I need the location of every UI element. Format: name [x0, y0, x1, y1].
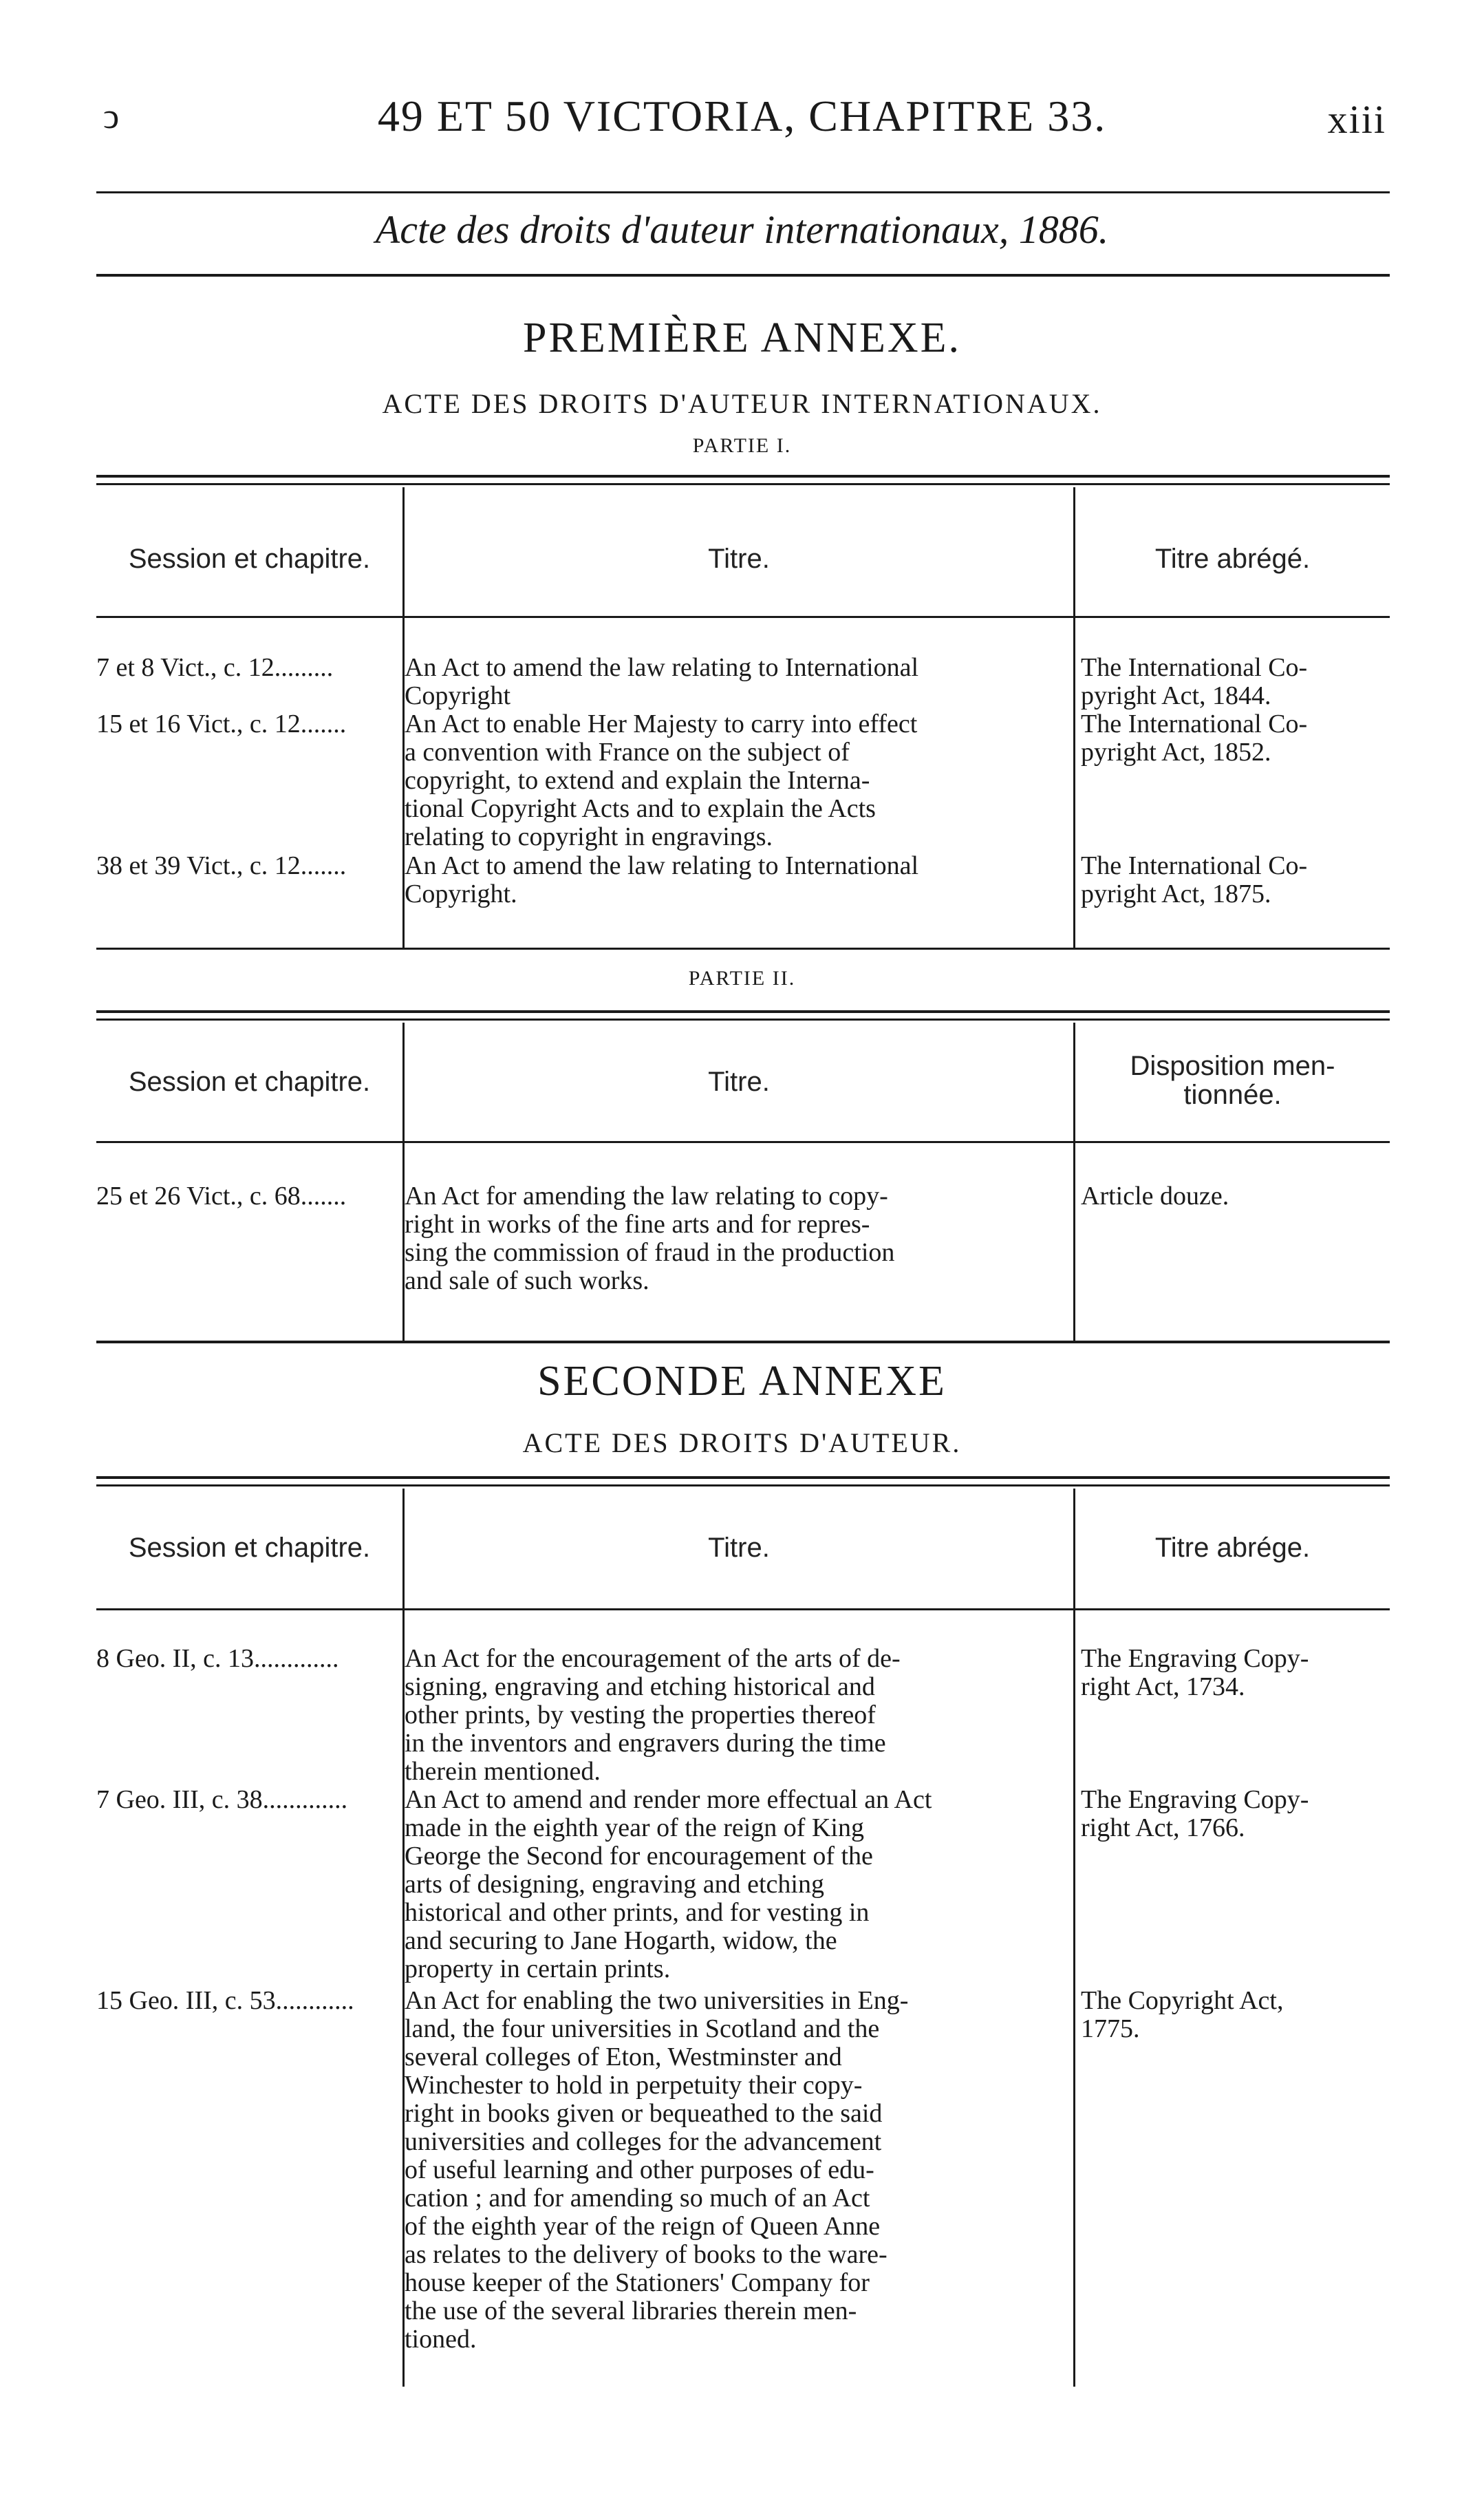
part1-table	[96, 475, 1390, 950]
table-top-rule-2	[96, 483, 1390, 485]
subtitle-rule	[96, 274, 1390, 277]
schedule2-heading: SECONDE ANNEXE	[537, 1358, 947, 1405]
row-session: 38 et 39 Vict., c. 12.......	[96, 852, 347, 880]
part2-table	[96, 1010, 1390, 1341]
row-short-title: The Copyright Act, 1775.	[1081, 1986, 1284, 2043]
column-header-title: Titre.	[708, 1533, 770, 1563]
page-number: xiii	[1327, 97, 1386, 142]
column-header-session: Session et chapitre.	[128, 1067, 371, 1097]
table-top-rule	[96, 475, 1390, 478]
row-title: An Act to amend and render more effectual an Act made in the eighth year of the reign of King George the Second for encouragement of the arts of designing, engraving and etching historical and other prints, and for vesting in and securing to Jane Hogarth, widow, the property in certain prints.	[405, 1785, 932, 1983]
column-header-title: Titre.	[708, 544, 770, 574]
running-title: 49 ET 50 VICTORIA, CHAPITRE 33.	[377, 92, 1107, 140]
row-short-title: The International Co- pyright Act, 1875.	[1081, 851, 1308, 908]
column-divider	[1073, 1489, 1075, 2387]
row-session: 8 Geo. II, c. 13.............	[96, 1645, 339, 1673]
table-top-rule-2	[96, 1019, 1390, 1021]
column-header-disposition: Disposition men- tionnée.	[1130, 1051, 1335, 1110]
row-short-title: The Engraving Copy- right Act, 1734.	[1081, 1644, 1309, 1701]
header-bottom-rule	[96, 1141, 1390, 1143]
schedule-divider-rule	[96, 1341, 1390, 1343]
table-top-rule	[96, 1010, 1390, 1013]
part1-label: PARTIE I.	[692, 434, 792, 457]
row-title: An Act for the encouragement of the arts of de- signing, engraving and etching historical and other prints, by vesting the properties thereof in the inventors and engravers during the time therein mentioned.	[405, 1644, 901, 1786]
row-session: 25 et 26 Vict., c. 68.......	[96, 1182, 347, 1211]
row-short-title: The Engraving Copy- right Act, 1766.	[1081, 1785, 1309, 1842]
row-session: 15 Geo. III, c. 53............	[96, 1987, 354, 2015]
row-session: 7 Geo. III, c. 38.............	[96, 1786, 348, 1814]
schedule2-act-title: ACTE DES DROITS D'AUTEUR.	[522, 1427, 962, 1458]
act-subtitle: Acte des droits d'auteur internationaux, 1886.	[375, 207, 1109, 252]
header-bottom-rule	[96, 1608, 1390, 1610]
column-header-session: Session et chapitre.	[128, 544, 371, 574]
table-top-rule-2	[96, 1484, 1390, 1486]
row-short-title: The International Co- pyright Act, 1844.	[1081, 653, 1308, 710]
header-bottom-rule	[96, 616, 1390, 618]
row-short-title: The International Co- pyright Act, 1852.	[1081, 710, 1308, 767]
row-title: An Act to amend the law relating to International Copyright	[405, 653, 919, 710]
row-title: An Act for amending the law relating to copy- right in works of the fine arts and for repres- sing the commission of fraud in the production and sale of such works.	[405, 1182, 895, 1295]
table-top-rule	[96, 1476, 1390, 1479]
schedule1-heading: PREMIÈRE ANNEXE.	[523, 315, 961, 361]
row-title: An Act for enabling the two universities in Eng- land, the four universities in Scotland and the several colleges of Eton, Westminster and Winchester to hold in perpetuity their copy- right in books given or bequeathed to the said universities and colleges for the advancement of useful learning and other purposes of edu- cation ; and for amending so much of an Act of the eighth year of the reign of Queen Anne as relates to the delivery of books to the ware- house keeper of the Stationers' Company for the use of the several libraries therein men- tioned.	[405, 1986, 909, 2354]
column-header-session: Session et chapitre.	[128, 1533, 371, 1563]
table-bottom-rule	[96, 948, 1390, 950]
column-header-short-title: Titre abrégé.	[1154, 544, 1311, 574]
schedule2-table	[96, 1476, 1390, 2388]
column-header-title: Titre.	[708, 1067, 770, 1097]
row-title: An Act to enable Her Majesty to carry into effect a convention with France on the subject of copyright, to extend and explain the Interna- tional Copyright Acts and to explain the Acts relating to copyright in engravings.	[405, 710, 918, 851]
column-header-short-title: Titre abrége.	[1154, 1533, 1311, 1563]
row-title: An Act to amend the law relating to International Copyright.	[405, 851, 919, 908]
row-disposition: Article douze.	[1081, 1182, 1229, 1211]
row-session: 7 et 8 Vict., c. 12.........	[96, 654, 334, 682]
row-session: 15 et 16 Vict., c. 12.......	[96, 710, 347, 738]
part2-label: PARTIE II.	[688, 967, 796, 990]
header-rule	[96, 191, 1390, 193]
schedule1-act-title: ACTE DES DROITS D'AUTEUR INTERNATIONAUX.	[382, 388, 1102, 419]
margin-mark: ↄ	[103, 97, 120, 136]
